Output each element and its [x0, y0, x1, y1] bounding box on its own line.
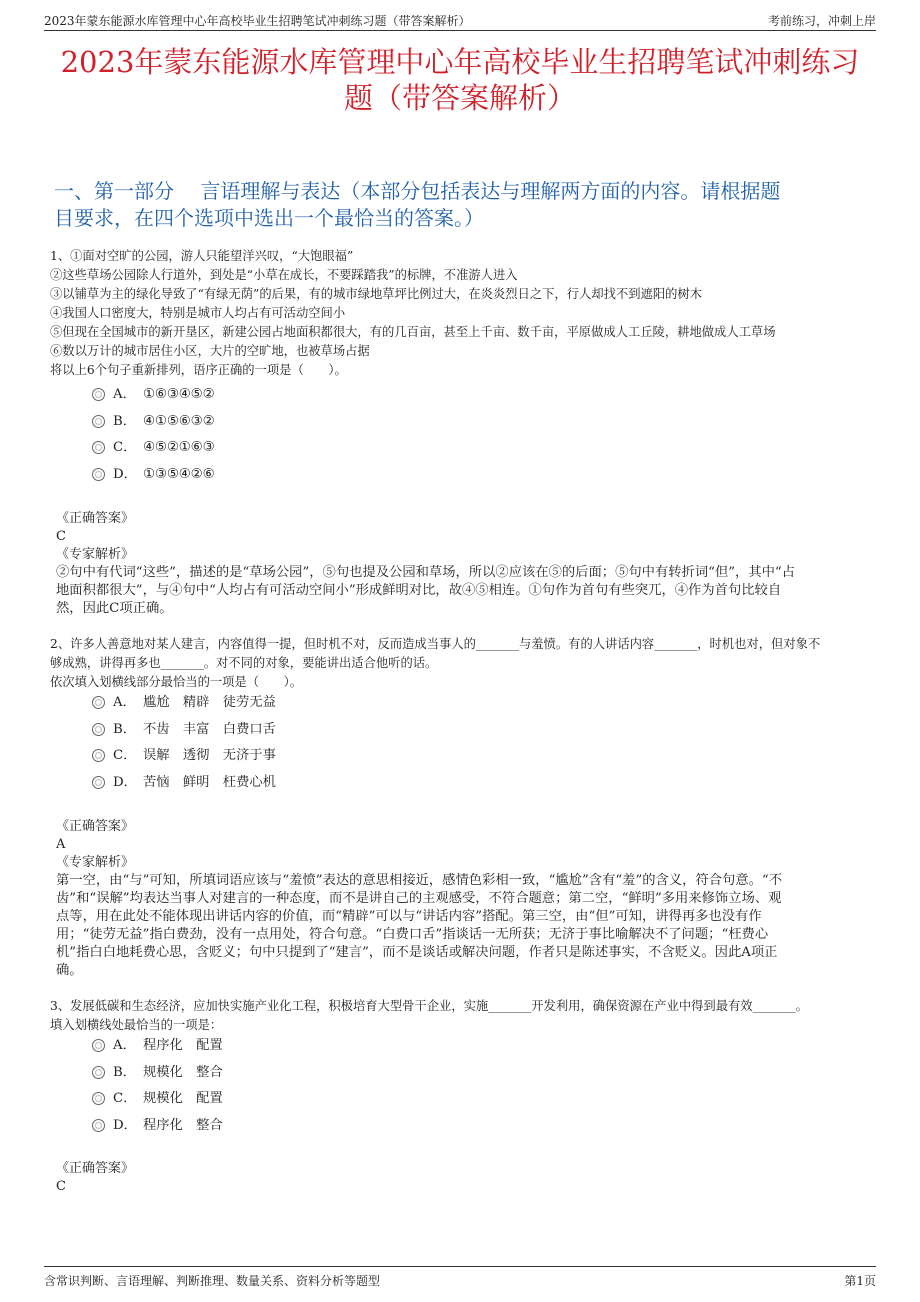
option-d[interactable]: D． 苦恼 鲜明 枉费心机 [92, 770, 276, 797]
question-1-line: ④我国人口密度大，特别是城市人均占有可活动空间小 [50, 306, 346, 320]
question-1-line: ③以铺草为主的绿化导致了“有绿无荫”的后果，有的城市绿地草坪比例过大，在炎炎烈日之下，行人却找不到遮阳的树木 [50, 287, 703, 301]
section-line-2: 目要求，在四个选项中选出一个最恰当的答案。） [54, 206, 484, 230]
section-line-1: 一、第一部分 言语理解与表达（本部分包括表达与理解两方面的内容。请根据题 [54, 179, 781, 203]
explain-line: 机”指白白地耗费心思，含贬义；句中只提到了“建言”，而不是谈话或解决问题，作者只是陈述事实，不含贬义。因此A项正 [56, 945, 778, 960]
radio-button-icon[interactable] [92, 1092, 105, 1105]
explain-line: 确。 [56, 963, 83, 978]
header-slogan: 考前练习，冲刺上岸 [767, 14, 876, 28]
option-c[interactable]: C． ④⑤②①⑥③ [92, 435, 215, 462]
question-2-options [92, 690, 276, 797]
explain-line: 然，因此C项正确。 [56, 601, 173, 616]
radio-button-icon[interactable] [92, 696, 105, 709]
question-3-options [92, 1033, 223, 1140]
option-b[interactable]: B． 规模化 整合 [92, 1060, 223, 1087]
question-1-answer [56, 510, 134, 564]
question-1-line: 1、①面对空旷的公园，游人只能望洋兴叹，“大饱眼福” [50, 249, 354, 263]
option-d[interactable]: D． ①③⑤④②⑥ [92, 462, 215, 489]
title-line-1: 2023年蒙东能源水库管理中心年高校毕业生招聘笔试冲刺练习 [60, 45, 860, 79]
explain-label: 《专家解析》 [56, 547, 135, 562]
question-2-line: 够成熟，讲得再多也_______。对不同的对象，要能讲出适合他听的话。 [50, 656, 438, 670]
answer-label: 《正确答案》 [56, 1161, 135, 1176]
explain-label: 《专家解析》 [56, 855, 135, 870]
option-a[interactable]: A． 程序化 配置 [92, 1033, 223, 1060]
explain-line: 点等，用在此处不能体现出讲话内容的价值，而“精辟”可以与“讲话内容”搭配。第三空，由“但”可知，讲得再多也没有作 [56, 909, 762, 924]
question-3-answer [56, 1160, 134, 1196]
answer-label: 《正确答案》 [56, 511, 135, 526]
option-c[interactable]: C． 规模化 配置 [92, 1086, 223, 1113]
title-line-2: 题（带答案解析） [343, 81, 576, 115]
explain-line: 第一空，由“与”可知，所填词语应该与“羞愤”表达的意思相接近，感情色彩相一致，“尴尬”含有“羞”的含义，符合句意。“不 [56, 873, 783, 888]
radio-button-icon[interactable] [92, 1066, 105, 1079]
question-1-options [92, 382, 215, 489]
radio-button-icon[interactable] [92, 1039, 105, 1052]
question-1-line: 将以上6个句子重新排列，语序正确的一项是（ ）。 [50, 363, 347, 377]
question-2 [50, 635, 874, 692]
document-title [44, 44, 876, 116]
header-doc-title: 2023年蒙东能源水库管理中心年高校毕业生招聘笔试冲刺练习题（带答案解析） [44, 14, 471, 28]
radio-button-icon[interactable] [92, 749, 105, 762]
option-a[interactable]: A． 尴尬 精辟 徒劳无益 [92, 690, 276, 717]
option-d[interactable]: D． 程序化 整合 [92, 1113, 223, 1140]
question-2-explanation [56, 872, 870, 980]
page-footer [44, 1266, 876, 1291]
option-b[interactable]: B． ④①⑤⑥③② [92, 409, 215, 436]
question-1 [50, 247, 874, 380]
question-2-answer [56, 818, 134, 872]
question-3-line: 填入划横线处最恰当的一项是： [50, 1018, 223, 1032]
radio-button-icon[interactable] [92, 723, 105, 736]
question-1-line: ⑥数以万计的城市居住小区，大片的空旷地，也被草场占据 [50, 344, 370, 358]
question-2-line: 依次填入划横线部分最恰当的一项是（ ）。 [50, 675, 303, 689]
radio-button-icon[interactable] [92, 415, 105, 428]
answer-label: 《正确答案》 [56, 819, 135, 834]
question-3-line: 3、发展低碳和生态经济，应加快实施产业化工程，积极培育大型骨干企业，实施_______开发利用，确保资源在产业中得到最有效_______。 [50, 999, 808, 1013]
radio-button-icon[interactable] [92, 441, 105, 454]
page-number: 第1页 [844, 1274, 876, 1288]
question-1-explanation [56, 564, 870, 618]
footer-description: 含常识判断、言语理解、判断推理、数量关系、资料分析等题型 [44, 1274, 381, 1288]
answer-value: C [56, 529, 66, 544]
radio-button-icon[interactable] [92, 468, 105, 481]
radio-button-icon[interactable] [92, 1119, 105, 1132]
question-2-line: 2、许多人善意地对某人建言，内容值得一提，但时机不对，反而造成当事人的_______与羞愤。有的人讲话内容_______，时机也对，但对象不 [50, 637, 821, 651]
question-1-line: ②这些草场公园除人行道外，到处是“小草在成长，不要踩踏我”的标牌，不准游人进入 [50, 268, 518, 282]
option-b[interactable]: B． 不齿 丰富 白费口舌 [92, 717, 276, 744]
explain-line: 用；“徒劳无益”指白费劲，没有一点用处，符合句意。“白费口舌”指谈话一无所获；无济于事比喻解决不了问题；“枉费心 [56, 927, 769, 942]
option-c[interactable]: C． 误解 透彻 无济于事 [92, 743, 276, 770]
explain-line: ②句中有代词“这些”，描述的是“草场公园”，⑤句也提及公园和草场，所以②应该在⑤的后面；⑤句中有转折词“但”，其中“占 [56, 565, 796, 580]
radio-button-icon[interactable] [92, 388, 105, 401]
explain-line: 齿”和“误解”均表达当事人对建言的一种态度，而不是讲自己的主观感受，不符合题意；第二空，“鲜明”多用来修饰立场、观 [56, 891, 782, 906]
question-3 [50, 997, 874, 1035]
radio-button-icon[interactable] [92, 776, 105, 789]
explain-line: 地面积都很大”，与④句中“人均占有可活动空间小”形成鲜明对比，故④⑤相连。①句作为首句有些突兀，④作为首句比较自 [56, 583, 782, 598]
option-a[interactable]: A． ①⑥③④⑤② [92, 382, 215, 409]
answer-value: C [56, 1179, 66, 1194]
answer-value: A [56, 837, 66, 852]
page-header [44, 10, 876, 31]
question-1-line: ⑤但现在全国城市的新开垦区，新建公园占地面积都很大，有的几百亩，甚至上千亩、数千亩，平原做成人工丘陵，耕地做成人工草场 [50, 325, 776, 339]
section-heading [54, 178, 870, 232]
